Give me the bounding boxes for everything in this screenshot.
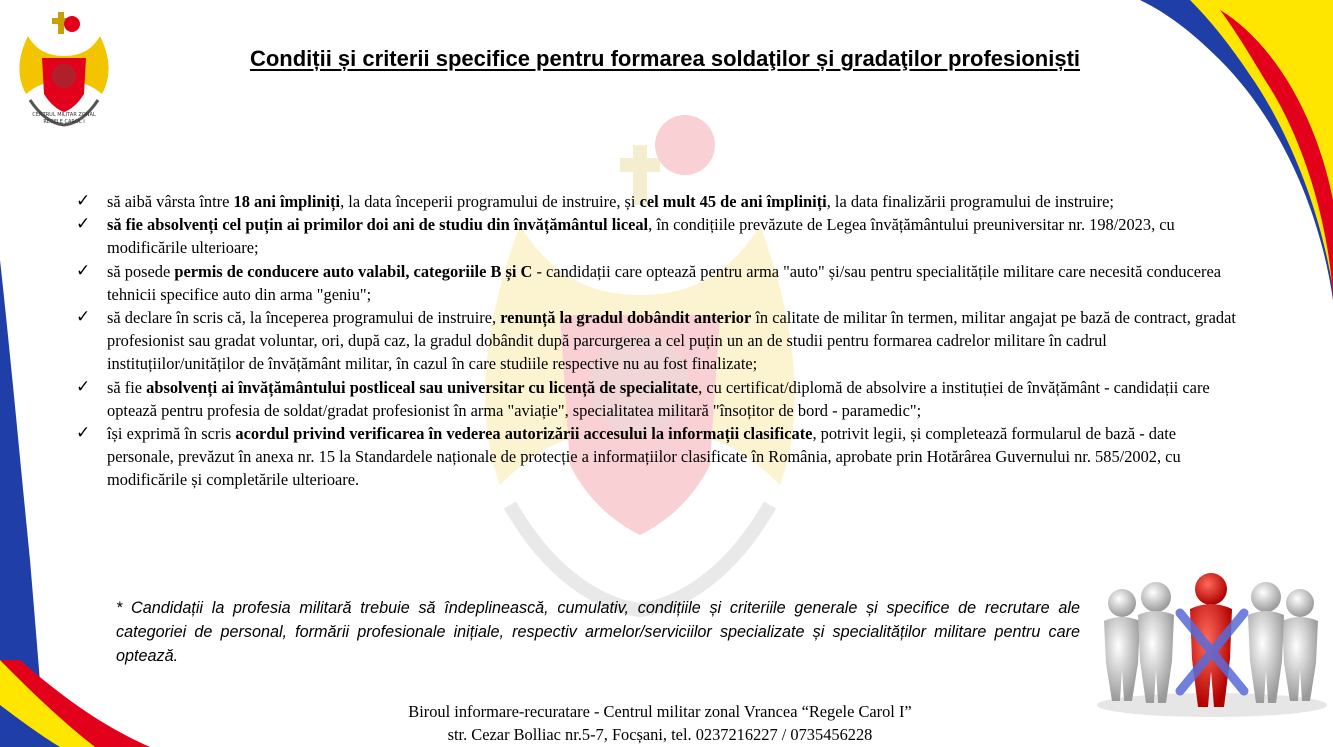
people-group-red-figure-x-icon: [1094, 573, 1330, 725]
criteria-emphasis: cel mult 45 de ani împliniți: [639, 192, 827, 211]
criteria-text: să fie: [107, 377, 147, 397]
criteria-text: să posede: [107, 261, 175, 281]
footnote: * Candidații la profesia militară trebuie să îndeplinească, cumulativ, condițiile și criteriile generale și specifice de recrutare ale categoriei de personal, formării profesionale inițiale, respectiv armelor/serviciilor specializate și specialităților militare pentru care optează.: [116, 599, 1080, 665]
check-icon: ✓: [76, 423, 91, 444]
criteria-emphasis: acordul privind verificarea în vederea autorizării accesului la informații clasificate: [235, 424, 813, 444]
tricolor-bottom-left-decoration: [0, 660, 240, 747]
criteria-text: , la data finalizării programului de instruire;: [826, 192, 1114, 211]
footer-address: str. Cezar Bolliac nr.5-7, Focșani, tel. 0237216227 / 0735456228: [447, 725, 873, 744]
footer-contact: [240, 700, 1080, 746]
criteria-emphasis: 18 ani împliniți: [233, 192, 341, 211]
criteria-emphasis: renunță la gradul dobândit anterior: [500, 308, 752, 328]
criteria-text: își exprimă în scris: [107, 424, 236, 444]
criteria-text: , potrivit legii, și completează formularul de bază - date personale, prevăzut în anexa nr. 15 la Standardele naționale de protecție a informațiilor clasificate în România, aprobate prin Hotărârea Guvernului nr. 585/2002, cu modificările și completările ulterioare.: [107, 424, 1181, 490]
footer-office: Biroul informare-recuratare - Centrul militar zonal Vrancea “Regele Carol I”: [408, 702, 912, 721]
criteria-item: [76, 213, 1236, 259]
criteria-emphasis: să fie absolvenți cel puțin ai primilor doi ani de studiu din învățământul liceal: [107, 215, 649, 235]
criteria-text: în calitate de militar în termen, militar angajat pe bază de contract, gradat profesionist sau gradat voluntar, ori, după caz, la gradul dobândit după parcurgerea a cel puțin un an de studii pentru formarea cadrelor militare în cadrul instituțiilor/unităților de învățământ militar, în cazul în care studiile respective nu au fost finalizate;: [107, 308, 1236, 374]
criteria-emphasis: permis de conducere auto valabil, categoriile B și C: [174, 261, 533, 281]
criteria-text: , cu certificat/diplomă de absolvire a instituției de învățământ - candidații care optează pentru profesia de soldat/gradat profesionist în arma "aviație", specialitatea militară "însoțitor de bord - paramedic";: [107, 377, 1210, 420]
check-icon: ✓: [76, 191, 91, 211]
criteria-emphasis: absolvenți ai învățământului postliceal sau universitar cu licență de specialitate: [146, 377, 699, 397]
criteria-list: [76, 190, 1236, 492]
criteria-item: [76, 376, 1236, 422]
criteria-item: [76, 306, 1236, 376]
criteria-item: [76, 190, 1236, 213]
criteria-text: să declare în scris că, la începerea programului de instruire,: [107, 308, 501, 328]
check-icon: ✓: [76, 214, 91, 235]
criteria-text: - candidații care optează pentru arma "auto" și/sau pentru specialitățile militare care necesită conducerea tehnicii specifice auto din arma "geniu";: [107, 261, 1222, 304]
svg-text:CENTRUL MILITAR ZONAL: CENTRUL MILITAR ZONAL: [32, 112, 96, 118]
criteria-text: , la data începerii programului de instruire, și: [340, 192, 640, 211]
check-icon: ✓: [76, 260, 91, 281]
page-title: Condiții și criterii specifice pentru formarea soldaţilor și gradaţilor profesioniști: [249, 46, 1081, 71]
criteria-item: [76, 260, 1236, 306]
svg-text:REGELE CAROL I: REGELE CAROL I: [43, 119, 85, 125]
criteria-item: [76, 422, 1236, 492]
check-icon: ✓: [76, 307, 91, 328]
criteria-text: , în condițiile prevăzute de Legea învățământului preuniversitar nr. 198/2023, cu modificările ulterioare;: [107, 215, 1175, 258]
coat-of-arms-icon: [8, 10, 120, 128]
check-icon: ✓: [76, 376, 91, 397]
criteria-text: să aibă vârsta între: [107, 192, 234, 211]
